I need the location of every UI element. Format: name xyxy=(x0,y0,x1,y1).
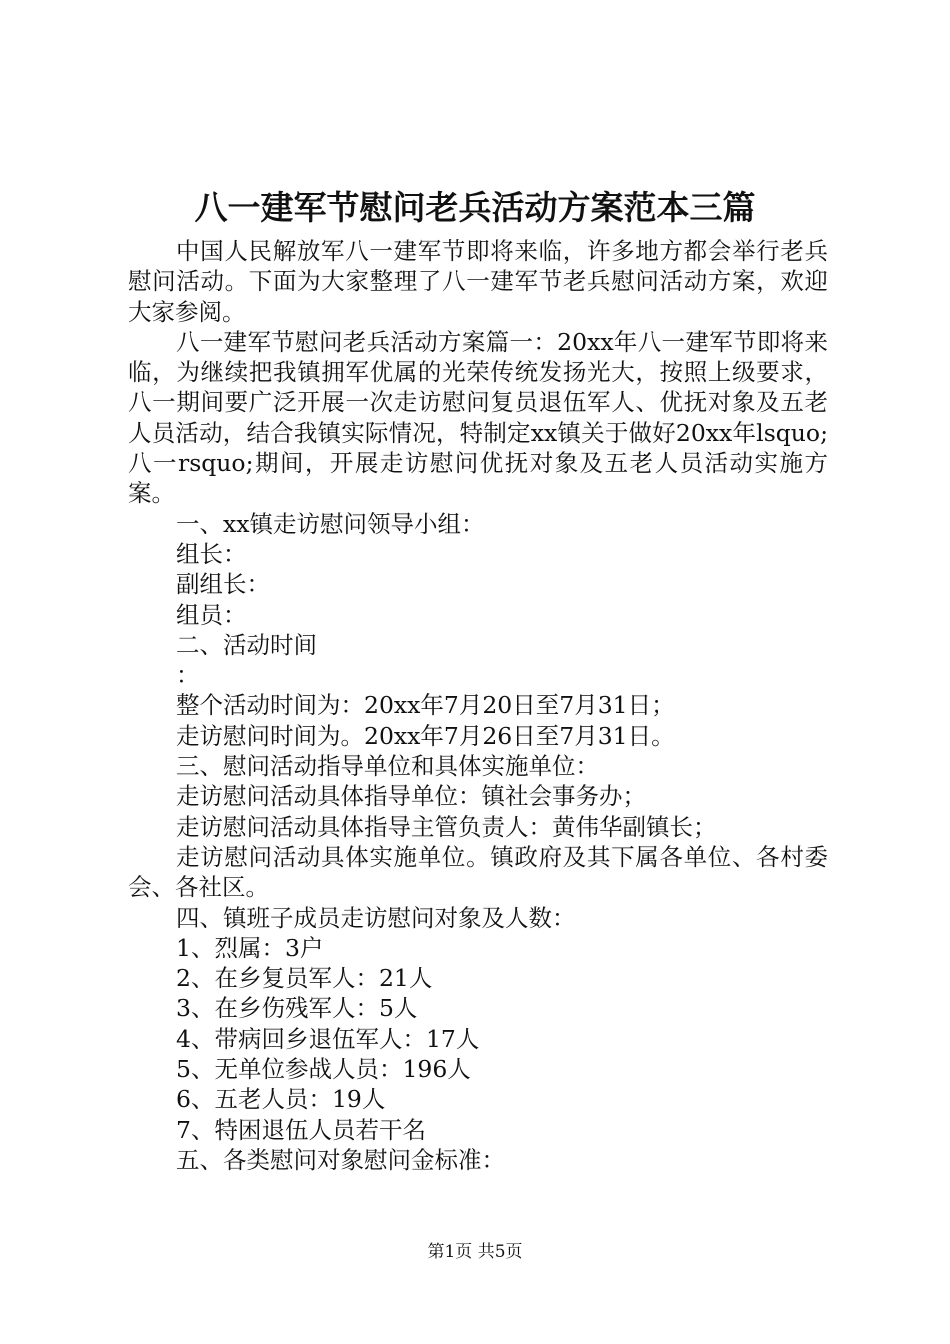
section-heading-activity-time: 二、活动时间 xyxy=(176,630,317,659)
document-title: 八一建军节慰问老兵活动方案范本三篇 xyxy=(194,188,756,227)
list-item: 2、在乡复员军人：21人 xyxy=(176,964,433,993)
list-item: 4、带病回乡退伍军人：17人 xyxy=(176,1024,480,1053)
guidance-unit-line: 走访慰问活动具体指导单位：镇社会事务办； xyxy=(176,782,646,811)
section-heading-units: 三、慰问活动指导单位和具体实施单位： xyxy=(176,752,599,781)
list-item: 6、五老人员：19人 xyxy=(176,1085,386,1114)
overall-time-line: 整个活动时间为：20xx年7月20日至7月31日； xyxy=(176,691,675,720)
plan-one-paragraph: 八一建军节慰问老兵活动方案篇一：20xx年八一建军节即将来临，为继续把我镇拥军优属的光荣传统发扬光大，按照上级要求，八一期间要广泛开展一次走访慰问复员退伍军人、优抚对象及五老人员活动，结合我镇实际情况，特制定xx镇关于做好20xx年lsquo;八一rsquo;期间，开展走访慰问优抚对象及五老人员活动实施方案。 xyxy=(128,327,828,508)
page-number-footer: 第1页 共5页 xyxy=(427,1242,523,1262)
document-body xyxy=(128,236,828,1175)
group-members-line: 组员： xyxy=(176,600,247,629)
deputy-leader-line: 副组长： xyxy=(176,570,270,599)
visit-time-line: 走访慰问时间为。20xx年7月26日至7月31日。 xyxy=(176,721,675,750)
section-heading-leadership-group: 一、xx镇走访慰问领导小组： xyxy=(176,509,485,538)
implementing-units-paragraph: 走访慰问活动具体实施单位。镇政府及其下属各单位、各村委会、各社区。 xyxy=(128,842,828,902)
colon-line: ： xyxy=(176,661,200,690)
list-item: 7、特困退伍人员若干名 xyxy=(176,1115,426,1144)
list-item: 5、无单位参战人员：196人 xyxy=(176,1055,471,1084)
list-item: 1、烈属：3户 xyxy=(176,933,324,962)
group-leader-line: 组长： xyxy=(176,539,247,568)
section-heading-visit-targets: 四、镇班子成员走访慰问对象及人数： xyxy=(176,903,576,932)
list-item: 3、在乡伤残军人：5人 xyxy=(176,994,418,1023)
intro-paragraph: 中国人民解放军八一建军节即将来临，许多地方都会举行老兵慰问活动。下面为大家整理了八一建军节老兵慰问活动方案，欢迎大家参阅。 xyxy=(128,237,828,326)
guidance-person-line: 走访慰问活动具体指导主管负责人：黄伟华副镇长； xyxy=(176,812,717,841)
section-heading-subsidy-standards: 五、各类慰问对象慰问金标准： xyxy=(176,1145,505,1174)
